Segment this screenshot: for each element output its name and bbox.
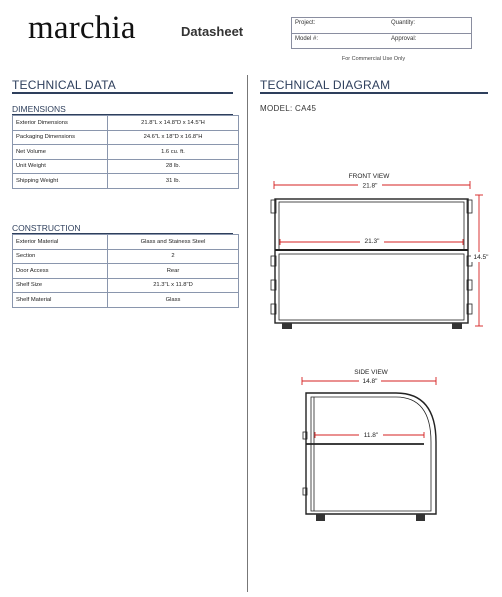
- spec-key: Packaging Dimensions: [13, 130, 108, 145]
- side-shelf-dimension: [315, 429, 424, 439]
- spec-value: 2: [108, 249, 239, 264]
- document-type: Datasheet: [181, 24, 244, 39]
- model-row: [292, 33, 471, 49]
- table-row: [13, 278, 239, 293]
- table-row: [13, 293, 239, 308]
- spec-value: 31 lb.: [108, 174, 239, 189]
- spec-key: Shelf Size: [13, 278, 108, 293]
- table-row: [13, 235, 239, 250]
- side-depth-dimension: [302, 376, 436, 385]
- approval-label: Approval:: [391, 36, 417, 42]
- spec-value: 21.8"L x 14.8"D x 14.5"H: [108, 116, 239, 131]
- table-row: [13, 130, 239, 145]
- front-height-dimension: [471, 195, 492, 326]
- dimensions-table: [12, 115, 239, 189]
- table-row: [13, 145, 239, 160]
- spec-value: Glass: [108, 293, 239, 308]
- side-view-label: SIDE VIEW: [354, 369, 388, 376]
- column-divider: [247, 75, 248, 592]
- front-feet: [282, 323, 462, 329]
- table-row: [13, 264, 239, 279]
- front-view-diagram: [262, 168, 492, 338]
- front-cabinet-outline: [271, 199, 472, 323]
- side-feet: [316, 514, 425, 521]
- side-view-diagram: [296, 362, 446, 527]
- spec-value: 24.6"L x 18"D x 16.8"H: [108, 130, 239, 145]
- spec-value: Glass and Stainess Steel: [108, 235, 239, 250]
- dimensions-title: DIMENSIONS: [12, 104, 66, 114]
- spec-key: Exterior Material: [13, 235, 108, 250]
- technical-diagram-rule: [260, 92, 488, 94]
- quantity-label: Quantity:: [391, 20, 416, 26]
- spec-key: Section: [13, 249, 108, 264]
- construction-title: CONSTRUCTION: [12, 223, 81, 233]
- spec-value: 1.6 cu. ft.: [108, 145, 239, 160]
- side-cabinet-outline: [303, 393, 436, 514]
- commercial-use-note: For Commercial Use Only: [341, 56, 406, 62]
- project-label: Project:: [295, 20, 316, 26]
- model-number-label: Model #:: [295, 36, 319, 42]
- spec-key: Exterior Dimensions: [13, 116, 108, 131]
- technical-diagram-title: TECHNICAL DIAGRAM: [260, 78, 391, 92]
- table-row: [13, 249, 239, 264]
- table-row: [13, 159, 239, 174]
- front-height-label: 14.5": [473, 254, 489, 261]
- spec-key: Unit Weight: [13, 159, 108, 174]
- front-shelf-label: 21.3": [364, 238, 380, 245]
- side-depth-label: 14.8": [362, 378, 378, 385]
- project-info-box: [291, 17, 472, 49]
- spec-value: 28 lb.: [108, 159, 239, 174]
- technical-data-title: TECHNICAL DATA: [12, 78, 116, 92]
- spec-key: Door Access: [13, 264, 108, 279]
- side-shelf-label: 11.8": [363, 432, 379, 439]
- technical-data-rule: [12, 92, 233, 94]
- front-width-dimension: [274, 180, 470, 190]
- front-view-label: FRONT VIEW: [348, 173, 390, 180]
- spec-key: Shipping Weight: [13, 174, 108, 189]
- spec-value: Rear: [108, 264, 239, 279]
- brand-logo: marchia: [28, 10, 136, 46]
- project-row: [292, 18, 471, 33]
- construction-table: [12, 234, 239, 308]
- table-row: [13, 174, 239, 189]
- spec-key: Shelf Material: [13, 293, 108, 308]
- spec-key: Net Volume: [13, 145, 108, 160]
- model-text: MODEL: CA45: [260, 104, 317, 113]
- front-shelf-dimension: [280, 236, 463, 245]
- front-width-label: 21.8": [362, 182, 378, 190]
- spec-value: 21.3"L x 11.8"D: [108, 278, 239, 293]
- table-row: [13, 116, 239, 131]
